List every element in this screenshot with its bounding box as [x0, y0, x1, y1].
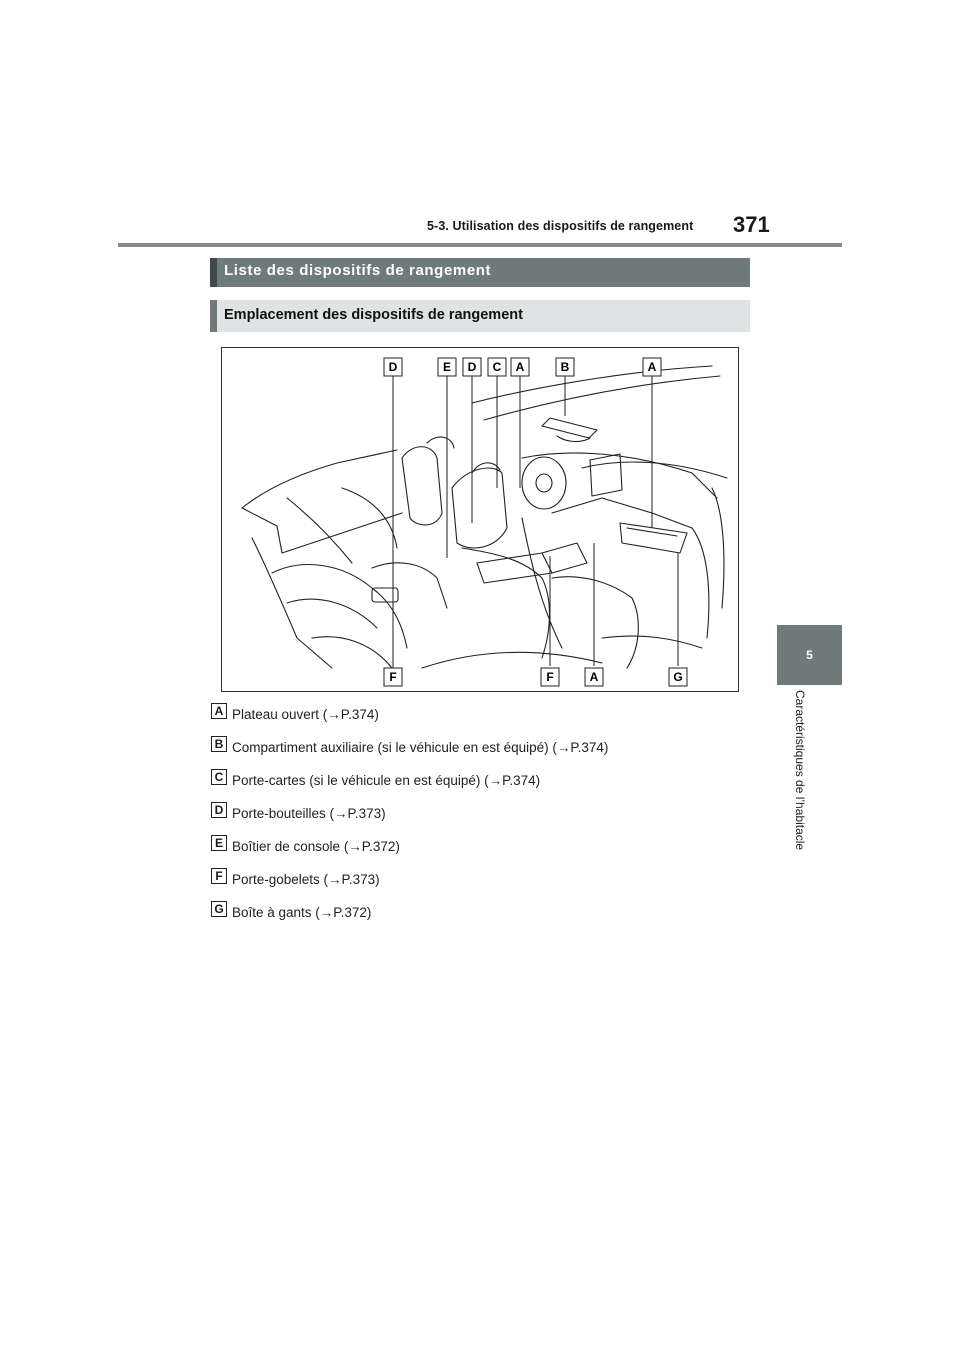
legend-text: Porte-bouteilles (→P.373) [232, 806, 386, 821]
legend-item-E [211, 835, 751, 868]
legend-text: Boîtier de console (→P.372) [232, 839, 400, 854]
svg-text:A: A [647, 360, 657, 374]
callout-D-2 [463, 358, 481, 376]
callout-F-2 [541, 668, 559, 686]
legend-text: Plateau ouvert (→P.374) [232, 707, 379, 722]
legend-item-F [211, 868, 751, 901]
callout-D-1 [384, 358, 402, 376]
callouts-top [384, 358, 661, 376]
svg-text:A: A [589, 670, 599, 684]
page-number: 371 [733, 212, 770, 237]
subsection-heading [210, 300, 750, 332]
svg-text:F: F [546, 670, 554, 684]
legend-letter: G [211, 901, 227, 917]
callout-E [438, 358, 456, 376]
legend-item-G [211, 901, 751, 934]
header-divider [118, 243, 842, 247]
legend-item-C [211, 769, 751, 802]
callout-C [488, 358, 506, 376]
svg-text:A: A [515, 360, 525, 374]
interior-illustration [222, 348, 738, 691]
legend-letter: F [211, 868, 227, 884]
storage-legend [211, 703, 751, 934]
legend-item-D [211, 802, 751, 835]
legend-text: Compartiment auxiliaire (si le véhicule en est équipé) (→P.374) [232, 740, 609, 755]
svg-text:G: G [673, 670, 683, 684]
header-section-title: 5-3. Utilisation des dispositifs de rangement [427, 219, 694, 233]
callout-A-3 [585, 668, 603, 686]
svg-text:B: B [560, 360, 570, 374]
legend-letter: D [211, 802, 227, 818]
legend-text: Boîte à gants (→P.372) [232, 905, 372, 920]
chapter-number: 5 [806, 648, 813, 662]
legend-letter: B [211, 736, 227, 752]
legend-text: Porte-cartes (si le véhicule en est équipé) (→P.374) [232, 773, 541, 788]
legend-letter: E [211, 835, 227, 851]
legend-item-A [211, 703, 751, 736]
interior-drawing [242, 366, 727, 668]
callouts-bottom [384, 668, 687, 686]
legend-letter: C [211, 769, 227, 785]
section-heading [210, 258, 750, 287]
svg-text:C: C [492, 360, 502, 374]
svg-text:D: D [388, 360, 398, 374]
callout-A-1 [511, 358, 529, 376]
chapter-tab [777, 625, 842, 685]
legend-item-B [211, 736, 751, 769]
callout-F-1 [384, 668, 402, 686]
section-title: Liste des dispositifs de rangement [224, 262, 492, 279]
svg-text:F: F [389, 670, 397, 684]
svg-text:D: D [467, 360, 477, 374]
callout-G [669, 668, 687, 686]
chapter-label: Caractéristiques de l’habitacle [793, 690, 807, 851]
callout-A-2 [643, 358, 661, 376]
callout-B [556, 358, 574, 376]
svg-text:E: E [442, 360, 452, 374]
legend-letter: A [211, 703, 227, 719]
vehicle-interior-figure [221, 347, 739, 692]
subsection-title: Emplacement des dispositifs de rangement [224, 307, 523, 323]
legend-text: Porte-gobelets (→P.373) [232, 872, 380, 887]
